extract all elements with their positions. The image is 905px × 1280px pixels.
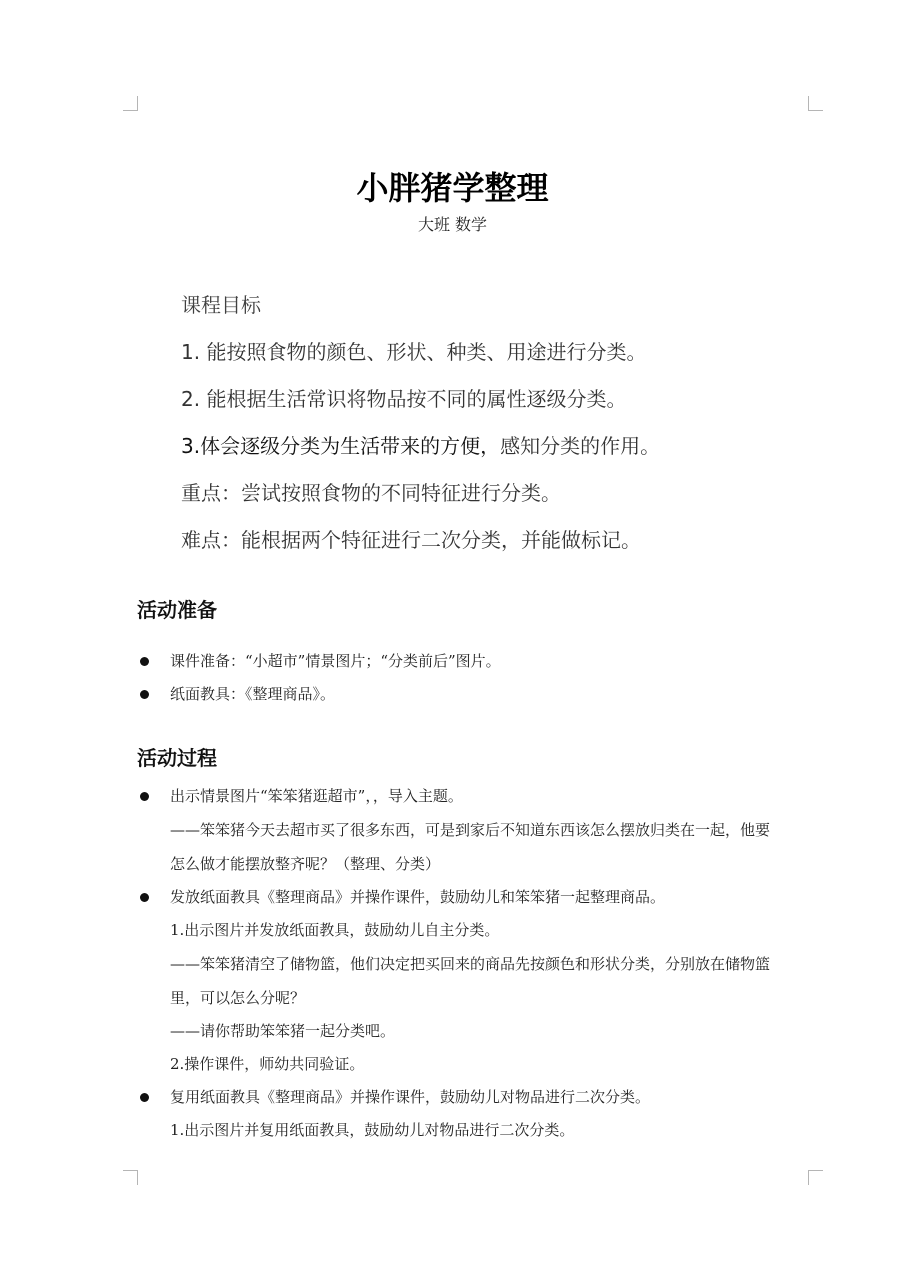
bullet-icon bbox=[140, 657, 149, 666]
page-corner-mark-top-left bbox=[123, 96, 138, 111]
list-item-text: 1.出示图片并复用纸面教具，鼓励幼儿对物品进行二次分类。 bbox=[170, 1121, 575, 1139]
page-corner-mark-bottom-right bbox=[808, 1170, 823, 1185]
key-point: 重点：尝试按照食物的不同特征进行分类。 bbox=[181, 481, 561, 505]
list-item-text: 2.操作课件，师幼共同验证。 bbox=[170, 1055, 365, 1073]
difficult-point: 难点：能根据两个特征进行二次分类，并能做标记。 bbox=[181, 528, 641, 552]
page-corner-mark-top-right bbox=[808, 96, 823, 111]
list-item-continuation bbox=[137, 914, 817, 947]
list-item-continuation bbox=[137, 1114, 817, 1147]
list-item-text: 复用纸面教具《整理商品》并操作课件，鼓励幼儿对物品进行二次分类。 bbox=[170, 1088, 651, 1106]
bullet-icon bbox=[140, 893, 149, 902]
list-item-continuation bbox=[137, 981, 817, 1015]
preparation-heading: 活动准备 bbox=[137, 598, 217, 622]
list-item-text: ——笨笨猪清空了储物篮，他们决定把买回来的商品先按颜色和形状分类，分别放在储物篮 bbox=[170, 955, 771, 973]
list-item-text: ——请你帮助笨笨猪一起分类吧。 bbox=[170, 1022, 396, 1040]
document-title: 小胖猪学整理 bbox=[356, 169, 549, 207]
list-item-text: 1.出示图片并发放纸面教具，鼓励幼儿自主分类。 bbox=[170, 921, 500, 939]
document-subtitle: 大班 数学 bbox=[417, 215, 488, 234]
goal-item-3 bbox=[181, 431, 861, 461]
goal-item-3-part2: 感知分类的作用。 bbox=[500, 434, 661, 458]
preparation-list bbox=[137, 645, 817, 711]
page-corner-mark-bottom-left bbox=[123, 1170, 138, 1185]
list-item-continuation bbox=[137, 813, 817, 847]
bullet-icon bbox=[140, 690, 149, 699]
list-item-continuation bbox=[137, 1015, 817, 1048]
list-item-text: 课件准备：“小超市”情景图片；“分类前后”图片。 bbox=[170, 652, 501, 670]
list-item-text: 怎么做才能摆放整齐呢？（整理、分类） bbox=[170, 855, 441, 873]
list-item-continuation bbox=[137, 947, 817, 981]
list-item-continuation bbox=[137, 847, 817, 881]
course-goals bbox=[181, 290, 861, 572]
list-item-continuation bbox=[137, 1048, 817, 1081]
goal-item-2: 2. 能根据生活常识将物品按不同的属性逐级分类。 bbox=[181, 387, 627, 411]
list-item bbox=[137, 881, 817, 914]
goal-item-3-part1: 3.体会逐级分类为生活带来的方便， bbox=[181, 434, 501, 458]
list-item-text: ——笨笨猪今天去超市买了很多东西，可是到家后不知道东西该怎么摆放归类在一起，他要 bbox=[170, 821, 771, 839]
list-item bbox=[137, 1081, 817, 1114]
bullet-icon bbox=[140, 792, 149, 801]
list-item-text: 纸面教具：《整理商品》。 bbox=[170, 685, 336, 703]
list-item-text: 里，可以怎么分呢？ bbox=[170, 989, 306, 1007]
bullet-icon bbox=[140, 1093, 149, 1102]
process-list bbox=[137, 780, 817, 1147]
list-item bbox=[137, 780, 817, 813]
list-item-text: 出示情景图片“笨笨猪逛超市”，，导入主题。 bbox=[170, 787, 463, 805]
goal-item-1: 1. 能按照食物的颜色、形状、种类、用途进行分类。 bbox=[181, 340, 647, 364]
list-item bbox=[137, 645, 817, 678]
process-heading: 活动过程 bbox=[137, 746, 217, 770]
list-item bbox=[137, 678, 817, 711]
goals-heading: 课程目标 bbox=[181, 293, 261, 317]
list-item-text: 发放纸面教具《整理商品》并操作课件，鼓励幼儿和笨笨猪一起整理商品。 bbox=[170, 888, 666, 906]
